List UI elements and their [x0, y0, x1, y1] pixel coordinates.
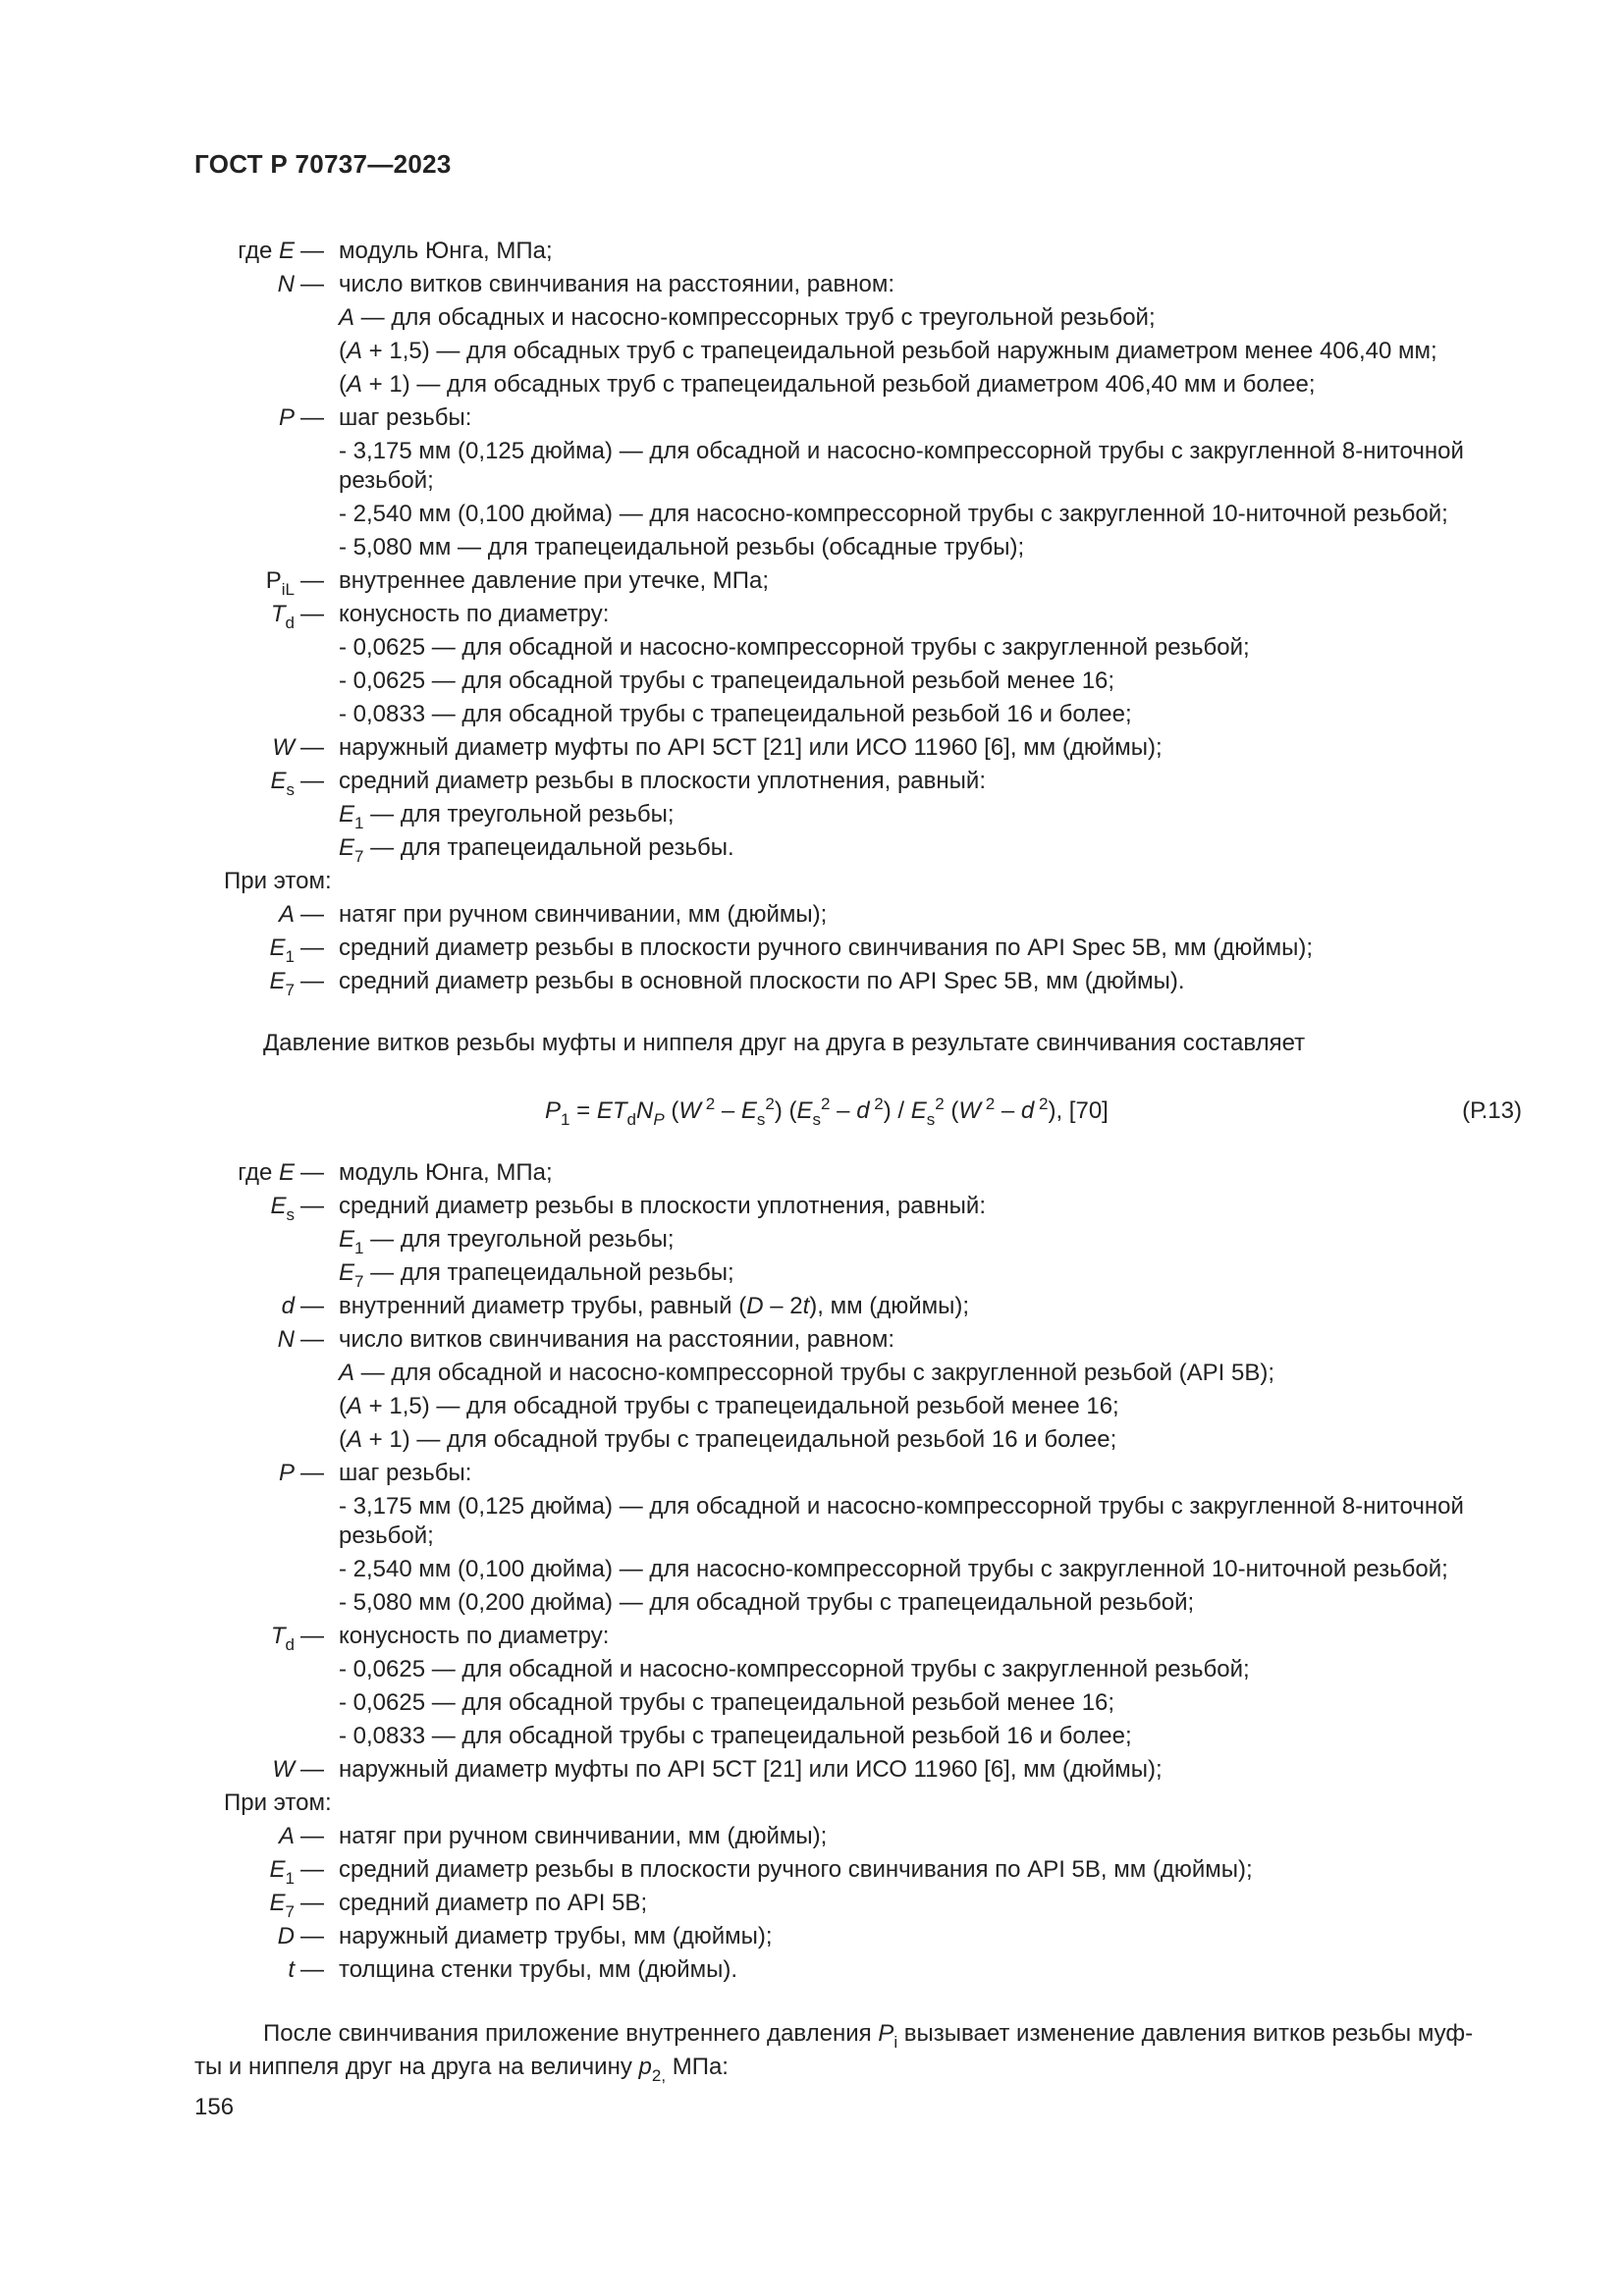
def2-P-item-2: - 2,540 мм (0,100 дюйма) — для насосно-компрессорной трубы с закругленной 10-ниточной резьбой; [339, 1556, 1448, 1582]
formula-number: (Р.13) [1462, 1097, 1522, 1124]
def2-E1: $E_1$ — средний диаметр резьбы в плоскости ручного свинчивания по API 5B, мм (дюймы); [269, 1856, 1253, 1888]
def-E7: $E_7$ — средний диаметр резьбы в основной плоскости по API Spec 5B, мм (дюймы). [269, 968, 1185, 999]
def2-P-item-1-cont: резьбой; [339, 1522, 434, 1549]
def-Es-item-2: $E_7$ — для трапецеидальной резьбы. [339, 834, 734, 866]
page-number: 156 [194, 2094, 235, 2120]
def-Es-item-1: $E_1$ — для треугольной резьбы; [339, 801, 675, 832]
paragraph-2-line-2: ты и ниппеля друг на друга на величину $p_{2,}$ МПа: [194, 2054, 729, 2085]
def-Td-item-3: - 0,0833 — для обсадной трубы с трапецеидальной резьбой 16 и более; [339, 701, 1132, 727]
def-E: где E — модуль Юнга, МПа; [238, 238, 553, 264]
def2-N: N — число витков свинчивания на расстоянии, равном: [277, 1326, 895, 1353]
def-PiL: $P_{iL}$ — внутреннее давление при утечке, МПа; [265, 567, 770, 599]
def2-N-item-1: A — для обсадной и насосно-компрессорной трубы с закругленной резьбой (API 5B); [339, 1360, 1275, 1386]
def2-P-item-3: - 5,080 мм (0,200 дюйма) — для обсадной трубы с трапецеидальной резьбой; [339, 1589, 1195, 1616]
def2-Td-item-2: - 0,0625 — для обсадной трубы с трапецеидальной резьбой менее 16; [339, 1689, 1115, 1716]
def2-Es-item-1: $E_1$ — для треугольной резьбы; [339, 1226, 675, 1257]
def-P-item-1-cont: резьбой; [339, 467, 434, 494]
def2-P: P — шаг резьбы: [278, 1460, 472, 1486]
def2-t: t — толщина стенки трубы, мм (дюймы). [288, 1956, 738, 1983]
def-Td-item-1: - 0,0625 — для обсадной и насосно-компрессорной трубы с закругленной резьбой; [339, 634, 1250, 661]
formula-p13 [0, 1092, 1624, 1131]
def2-E7: $E_7$ — средний диаметр по API 5B; [269, 1890, 648, 1921]
pri-etom-1: При этом: [224, 868, 332, 894]
def-N-item-2: (A + 1,5) — для обсадных труб с трапецеидальной резьбой наружным диаметром менее 406,40 мм; [339, 338, 1437, 364]
def-N: N — число витков свинчивания на расстоянии, равном: [277, 271, 895, 297]
document-header: ГОСТ Р 70737—2023 [194, 149, 452, 179]
formula-expression: $P_1 = ET_dN_P$ (W $^2 - E_s^2$) ($E_s^2$ – d $^2) / E_s^2$ (W $^2$ – d $^2$), [70] [545, 1095, 1109, 1129]
def2-N-item-3: (A + 1) — для обсадной трубы с трапецеидальной резьбой 16 и более; [339, 1426, 1117, 1453]
def2-D: D — наружный диаметр трубы, мм (дюймы); [277, 1923, 773, 1949]
def2-Es-item-2: $E_7$ — для трапецеидальной резьбы; [339, 1259, 734, 1291]
def2-Td-item-3: - 0,0833 — для обсадной трубы с трапецеидальной резьбой 16 и более; [339, 1723, 1132, 1749]
def2-E: где E — модуль Юнга, МПа; [238, 1159, 553, 1186]
def2-P-item-1: - 3,175 мм (0,125 дюйма) — для обсадной и насосно-компрессорной трубы с закругленной 8-ниточной [339, 1493, 1464, 1520]
def-W: W — наружный диаметр муфты по API 5CT [21] или ИСО 11960 [6], мм (дюймы); [272, 734, 1163, 761]
def-P-item-1: - 3,175 мм (0,125 дюйма) — для обсадной и насосно-компрессорной трубы с закругленной 8-ниточной [339, 438, 1464, 464]
def-Td: $T_d$ — конусность по диаметру: [270, 601, 610, 632]
def2-Es: $E_s$ — средний диаметр резьбы в плоскости уплотнения, равный: [270, 1193, 986, 1224]
def2-N-item-2: (A + 1,5) — для обсадной трубы с трапецеидальной резьбой менее 16; [339, 1393, 1119, 1419]
def2-A: A — натяг при ручном свинчивании, мм (дюймы); [278, 1823, 828, 1849]
def-A: A — натяг при ручном свинчивании, мм (дюймы); [278, 901, 828, 928]
paragraph-2-line-1: После свинчивания приложение внутреннего давления $P_i$ вызывает изменение давления витков резьбы муф- [263, 2020, 1474, 2052]
def2-Td: $T_d$ — конусность по диаметру: [270, 1623, 610, 1654]
def-P-item-3: - 5,080 мм — для трапецеидальной резьбы (обсадные трубы); [339, 534, 1025, 561]
def-Es: $E_s$ — средний диаметр резьбы в плоскости уплотнения, равный: [270, 768, 986, 799]
def-N-item-1: A — для обсадных и насосно-компрессорных труб с треугольной резьбой; [339, 304, 1156, 331]
def-P-item-2: - 2,540 мм (0,100 дюйма) — для насосно-компрессорной трубы с закругленной 10-ниточной резьбой; [339, 501, 1448, 527]
def-N-item-3: (A + 1) — для обсадных труб с трапецеидальной резьбой диаметром 406,40 мм и более; [339, 371, 1316, 398]
def2-Td-item-1: - 0,0625 — для обсадной и насосно-компрессорной трубы с закругленной резьбой; [339, 1656, 1250, 1682]
def-Td-item-2: - 0,0625 — для обсадной трубы с трапецеидальной резьбой менее 16; [339, 667, 1115, 694]
def2-d: d — внутренний диаметр трубы, равный (D – 2t), мм (дюймы); [281, 1293, 970, 1319]
def-E1: $E_1$ — средний диаметр резьбы в плоскости ручного свинчивания по API Spec 5B, мм (дюймы); [269, 934, 1314, 966]
def-P: P — шаг резьбы: [278, 404, 472, 431]
pri-etom-2: При этом: [224, 1789, 332, 1816]
paragraph-1: Давление витков резьбы муфты и ниппеля друг на друга в результате свинчивания составляет [263, 1030, 1306, 1056]
def2-W: W — наружный диаметр муфты по API 5CT [21] или ИСО 11960 [6], мм (дюймы); [272, 1756, 1163, 1783]
page-number-row [0, 2091, 1624, 2123]
